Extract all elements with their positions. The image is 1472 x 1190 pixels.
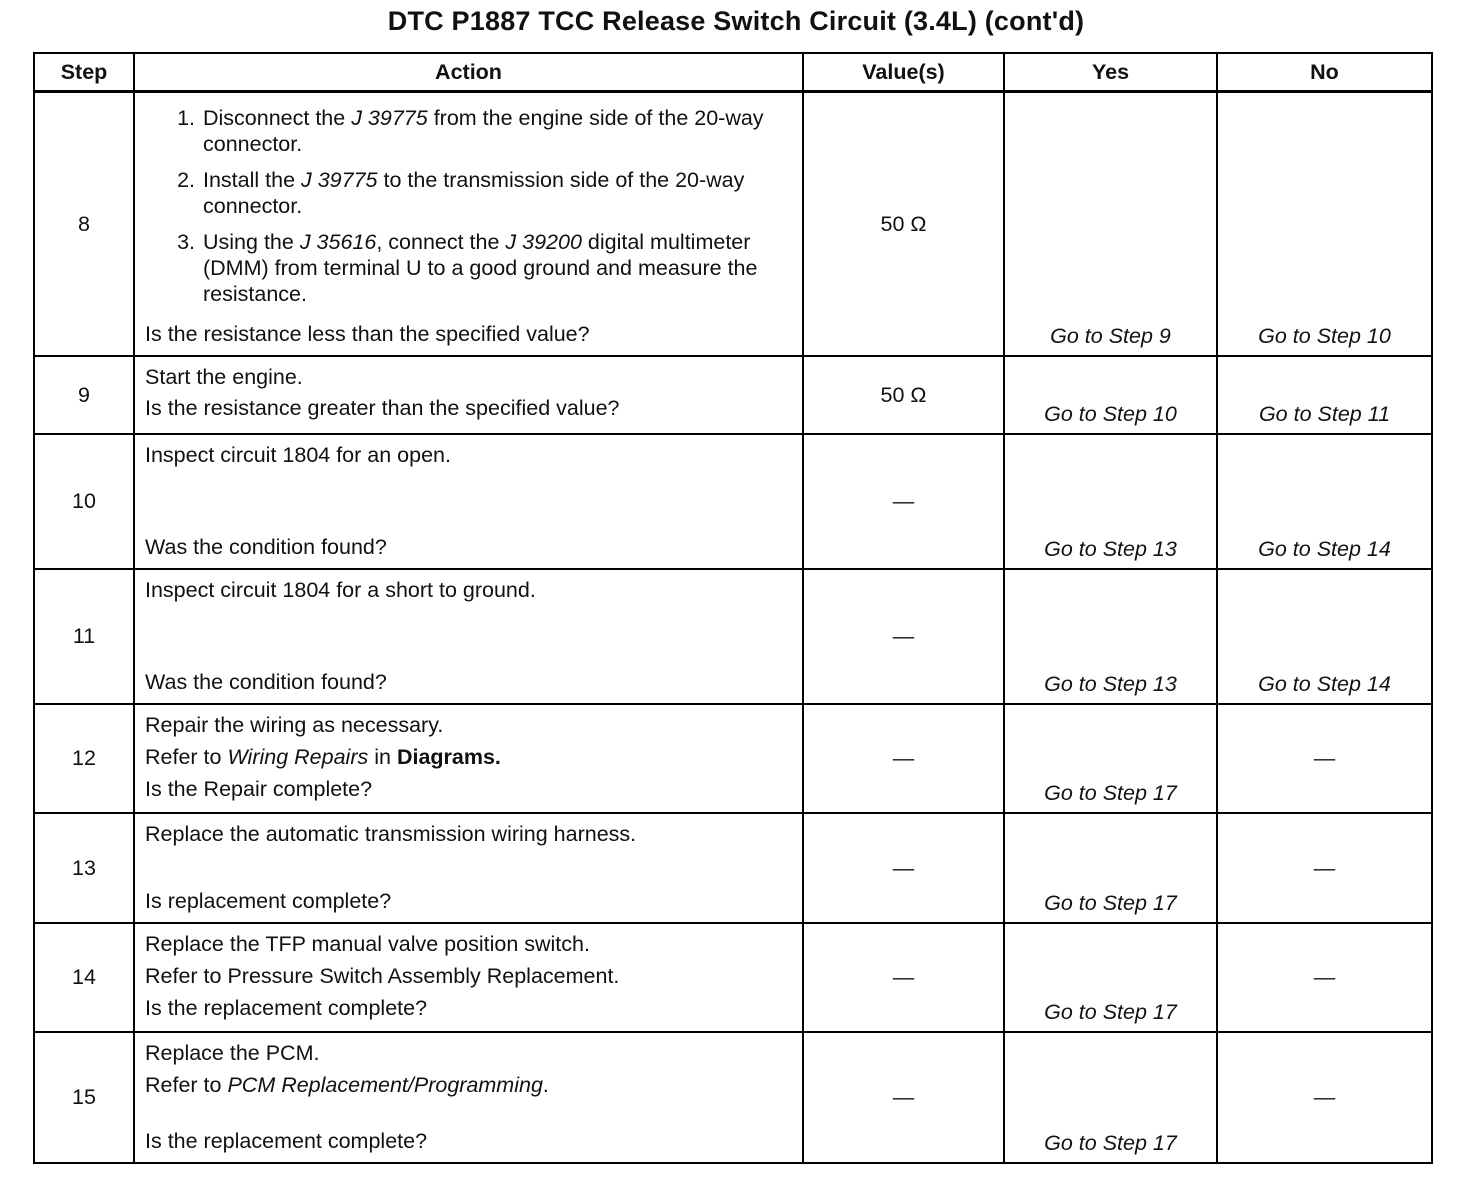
action-cell (134, 356, 803, 434)
action-text: Start the engine. (145, 365, 303, 389)
table-row (34, 356, 1432, 434)
value-cell: — (803, 704, 1004, 813)
procedure-list (145, 105, 792, 317)
no-result: — (1217, 704, 1432, 813)
value-cell: — (803, 923, 1004, 1032)
question-text: Is the Repair complete? (145, 777, 373, 801)
action-cell (134, 1032, 803, 1163)
action-text: Inspect circuit 1804 for a short to ground. (145, 578, 536, 602)
table-row (34, 92, 1432, 357)
value-cell: — (803, 1032, 1004, 1163)
yes-result: Go to Step 10 (1004, 356, 1217, 434)
step-number: 12 (34, 704, 134, 813)
no-result: — (1217, 923, 1432, 1032)
yes-result: Go to Step 17 (1004, 704, 1217, 813)
header-yes: Yes (1004, 53, 1217, 92)
action-text: Replace the automatic transmission wiring harness. (145, 822, 637, 846)
yes-result: Go to Step 9 (1004, 92, 1217, 357)
value-cell: 50 Ω (803, 92, 1004, 357)
table-row (34, 923, 1432, 1032)
table-row (34, 813, 1432, 923)
question-text: Is the resistance less than the specified value? (145, 322, 590, 346)
no-result: Go to Step 14 (1217, 569, 1432, 704)
action-cell (134, 704, 803, 813)
no-result: Go to Step 14 (1217, 434, 1432, 569)
question-text: Is the replacement complete? (145, 1129, 428, 1153)
step-number: 15 (34, 1032, 134, 1163)
header-action: Action (134, 53, 803, 92)
step-number: 10 (34, 434, 134, 569)
header-step: Step (34, 53, 134, 92)
action-text: Replace the TFP manual valve position switch. (145, 932, 590, 956)
step-number: 8 (34, 92, 134, 357)
diagnostic-table (33, 52, 1433, 1164)
no-result: Go to Step 11 (1217, 356, 1432, 434)
refer-text: Refer to Pressure Switch Assembly Replacement. (145, 964, 620, 988)
step-number: 14 (34, 923, 134, 1032)
value-cell: — (803, 569, 1004, 704)
question-text: Is the resistance greater than the specified value? (145, 396, 620, 420)
step-number: 11 (34, 569, 134, 704)
question-text: Was the condition found? (145, 535, 387, 559)
question-text: Was the condition found? (145, 670, 387, 694)
yes-result: Go to Step 13 (1004, 569, 1217, 704)
table-row (34, 704, 1432, 813)
question-text: Is the replacement complete? (145, 996, 428, 1020)
question-text: Is replacement complete? (145, 889, 392, 913)
step-number: 13 (34, 813, 134, 923)
action-text: Repair the wiring as necessary. (145, 713, 444, 737)
no-result: — (1217, 813, 1432, 923)
header-values: Value(s) (803, 53, 1004, 92)
yes-result: Go to Step 17 (1004, 813, 1217, 923)
step-number: 9 (34, 356, 134, 434)
value-cell: — (803, 813, 1004, 923)
refer-text: Refer to Wiring Repairs in Diagrams. (145, 745, 501, 769)
action-cell (134, 923, 803, 1032)
yes-result: Go to Step 17 (1004, 923, 1217, 1032)
table-row (34, 434, 1432, 569)
page-title: DTC P1887 TCC Release Switch Circuit (3.4L) (cont'd) (387, 6, 1085, 36)
action-text: Replace the PCM. (145, 1041, 320, 1065)
action-cell (134, 569, 803, 704)
table-row (34, 1032, 1432, 1163)
value-cell: 50 Ω (803, 356, 1004, 434)
list-item: 1. Disconnect the J 39775 from the engine side of the 20-way connector. (201, 105, 792, 157)
header-row (34, 53, 1432, 92)
action-text: Inspect circuit 1804 for an open. (145, 443, 451, 467)
yes-result: Go to Step 13 (1004, 434, 1217, 569)
table-row (34, 569, 1432, 704)
yes-result: Go to Step 17 (1004, 1032, 1217, 1163)
value-cell: — (803, 434, 1004, 569)
list-item: 2. Install the J 39775 to the transmission side of the 20-way connector. (201, 167, 792, 219)
action-cell (134, 434, 803, 569)
refer-text: Refer to PCM Replacement/Programming. (145, 1073, 549, 1097)
no-result: — (1217, 1032, 1432, 1163)
list-item: 3. Using the J 35616, connect the J 39200 digital multimeter (DMM) from terminal U to a good ground and measure the resistance. (201, 229, 792, 307)
no-result: Go to Step 10 (1217, 92, 1432, 357)
action-cell (134, 92, 803, 357)
action-cell (134, 813, 803, 923)
header-no: No (1217, 53, 1432, 92)
